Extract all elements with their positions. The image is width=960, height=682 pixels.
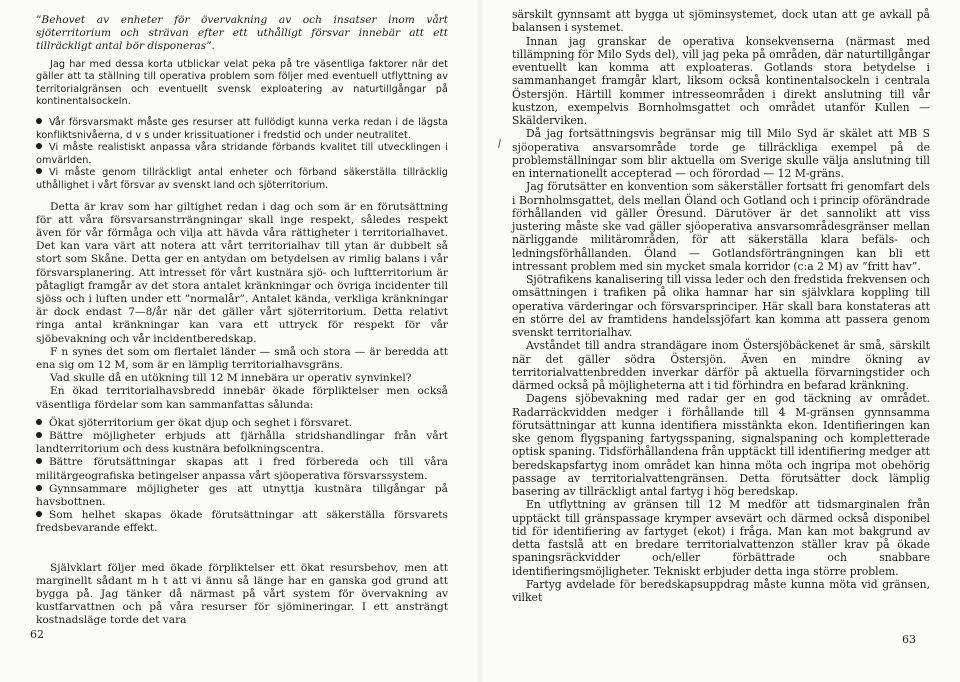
bullet-paragraph: Vi måste genom tillräckligt antal enheter och förband säkerställa tillräcklig uthållighet i vårt försvar av svenskt land och sjöterritorium. xyxy=(36,167,448,191)
bullet-paragraph: Vi måste realistiskt anpassa våra stridande förbands kvalitet till utvecklingen i omvärlden. xyxy=(36,142,448,166)
bullet-paragraph: Ökat sjöterritorium ger ökat djup och seghet i försvaret. xyxy=(36,417,448,430)
paragraph: Innan jag granskar de operativa konsekvenserna (närmast med tillämpning för Milo Syds del), vill jag peka på områden, där naturtillgångar eventuellt kan komma att exploateras. Gotlands stora betydelse i sammanhanget framgår klart, liksom också kontinentalsockeln i centrala Östersjön. Härtill kommer intresseområden i direkt anslutning till vår kustzon, exempelvis Bornholmsgattet och området utanför Kullen — Skälderviken. xyxy=(512,34,930,127)
paragraph: En ökad territorialhavsbredd innebär ökade förpliktelser men också väsentliga fördelar som kan sammanfattas sålunda: xyxy=(36,385,448,411)
bullet-paragraph: Bättre möjligheter erbjuds att fjärhålla stridshandlingar från vårt landterritorium och dess kustnära befolkningscentra. xyxy=(36,430,448,456)
paragraph: En utflyttning av gränsen till 12 M medför att tidsmarginalen från upptäckt till gränspassage krymper avsevärt och därmed också disponibel tid för identifiering av fartyget (ekot) i fråga. Man kan mot bakgrund av detta fastslå att en bredare territorialvattenzon ställer krav på ökade spaningsräckvidder och/eller förbättrade och snabbare identifieringsmöjligheter. Tekniskt erbjuder detta inga större problem. xyxy=(512,498,930,578)
paragraph: Sjötrafikens kanalisering till vissa leder och den fredstida frekvensen och omsättningen i trafiken på olika hamnar har sin självklara koppling till operativa värderingar och försvarsprinciper. Här skall bara konstateras att en större del av framtidens handelssjöfart kan komma att passera genom svenskt territorialhav. xyxy=(512,273,930,339)
bullet-paragraph: Bättre förutsättningar skapas att i fred förbereda och till våra militärgeografiska betingelser anpassa vårt sjöoperativa försvarssystem. xyxy=(36,456,448,482)
paragraph: Detta är krav som har giltighet redan i dag och som är en förutsättning för att våra försvarsanstrrängningar skall inge respekt, således respekt även för vår förmåga och vilja att hävda våra rättigheter i territorialhavet. Det kan vara värt att notera att vårt territorialhav till ytan är dubbelt så stort som Skåne. Detta ger en antydan om betydelsen av rimlig balans i vår försvarsplanering. Att intresset för vårt kustnära sjö- och luftterritorium är påtagligt framgår av det stora antalet kränkningar och övriga incidenter till sjöss och i luften under ett ”normalår”. Antalet kända, verkliga kränkningar är dock endast 7—8/år när det gäller vårt sjöterritorium. Detta relativt ringa antal kränkningar kan vara ett uttryck för respekt för vår sjöbevakning och vår incidentberedskap. xyxy=(36,200,448,345)
right-page xyxy=(482,0,960,682)
bullet-paragraph: Gynnsammare möjligheter ges att utnyttja kustnära tillgångar på havsbottnen. xyxy=(36,482,448,509)
bullet-icon xyxy=(36,458,42,464)
paragraph: Vad skulle då en utökning till 12 M innebära ur operativ synvinkel? xyxy=(50,372,412,385)
bullet-icon xyxy=(36,118,42,124)
paragraph: F n synes det som om flertalet länder — små och stora — är beredda att ena sig om 12 M, som är en lämplig territorialhavsgräns. xyxy=(36,345,448,371)
paragraph: Fartyg avdelade för beredskapsuppdrag måste kunna möta vid gränsen, vilket xyxy=(512,577,930,604)
paragraph: Jag har med dessa korta utblickar velat peka på tre väsentliga faktorer när det gäller att ta ställning till operativa problem som följer med eventuell utflyttning av territorialgränsen och eventuellt svensk exploatering av naturtillgångar på kontinentalsockeln. xyxy=(36,58,448,108)
paragraph: Jag förutsätter en konvention som säkerställer fortsatt fri genomfart dels i Bornholmsgattet, dels mellan Öland och Gotland och i princip oförändrade förhållanden vid gäller Öresund. Därutöver är det sannolikt att viss justering måste ske vad gäller sjöoperativa ansvarsområdesgränser mellan närliggande militärområden, för att säkerställa klara befäls- och ledningsförhållanden. Öland — Gotlandsförträngningen kan bli ett intressant problem med sin mycket smala korridor (c:a 2 M) av ”fritt hav”. xyxy=(512,180,930,273)
bullet-icon xyxy=(36,168,42,174)
right-text-column xyxy=(512,8,930,604)
bullet-paragraph: Vår försvarsmakt måste ges resurser att fullödigt kunna verka redan i de lägsta konfliktsnivåerna, d v s under krissituationer i fredstid och under neutralitet. xyxy=(36,116,448,141)
paragraph: Då jag fortsättningsvis begränsar mig till Milo Syd är skälet att MB S sjöoperativa ansvarsområde torde ge tillräckliga exempel på de problemställningar som blir aktuella om Sverige skulle välja anslutning till en internationellt accepterad — och förordad — 12 M-gräns. xyxy=(512,127,930,180)
left-page xyxy=(0,0,478,682)
left-text-column xyxy=(36,14,448,628)
bullet-paragraph: Som helhet skapas ökade förutsättningar att säkerställa försvarets fredsbevarande effekt. xyxy=(36,509,448,535)
bullet-icon xyxy=(36,143,42,149)
quote-paragraph: ”Behovet av enheter för övervakning av och insatser inom vårt sjöterritorium och strävan efter ett uthålligt försvar innebär att ett tillräckligt antal bör disponeras”. xyxy=(36,14,448,53)
paragraph: Dagens sjöbevakning med radar ger en god täckning av området. Radarräckvidden medger i förhållande till 4 M-gränsen gynnsamma förutsättningar att kunna identifiera misstänkta ekon. Identifieringen kan ske genom flygspaning fartygsspaning, signalspaning och kompletterade optisk spaning. Tidsförhållandena från upptäckt till identifiering medger att beredskapsfartyg inom området kan hinna möta och ingripa mot obehörig passage av territorialvattengränsen. Detta förutsätter dock lämplig basering av tillräckligt antal fartyg i hög beredskap. xyxy=(512,392,930,498)
page-number: 63 xyxy=(902,633,916,646)
bullet-icon xyxy=(36,419,42,425)
page-number: 62 xyxy=(30,628,44,641)
paragraph: Självklart följer med ökade förpliktelser ett ökat resursbehov, men att marginellt sådant m h t att vi ännu så länge har en ganska god grund att bygga på. Jag tänker då närmast på vårt system för övervakning av kustfarvattnen och på våra resurser för sjömineringar. I ett ansträngt kostnadsläge torde det vara xyxy=(36,561,448,627)
bullet-icon xyxy=(36,485,42,491)
paragraph: Avståndet till andra strandägare inom Östersjöbäckenet är små, särskilt när det gäller södra Östersjön. Även en mindre ökning av territorialvattenbredden inverkar därför på aktuella förvarningstider och därmed också på möjligheterna att i tid förhindra en befarad kränkning. xyxy=(512,339,930,392)
bullet-icon xyxy=(36,432,42,438)
bullet-icon xyxy=(36,511,42,517)
margin-mark xyxy=(498,139,501,148)
paragraph: särskilt gynnsamt att bygga ut sjöminsystemet, dock utan att ge avkall på balansen i systemet. xyxy=(512,8,930,35)
